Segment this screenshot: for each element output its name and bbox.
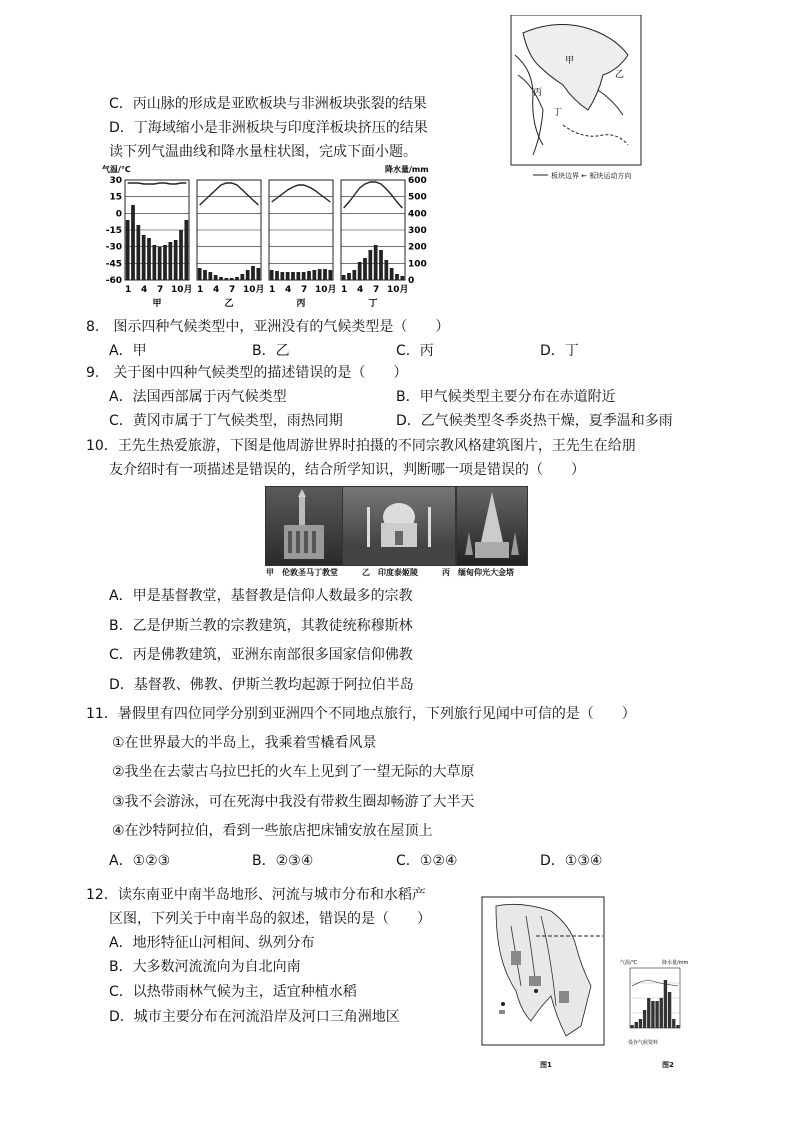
- rain-bar: [131, 205, 135, 280]
- map-legend: 板块边界 ← 板块运动方向: [551, 172, 632, 180]
- rain-bar: [174, 240, 178, 280]
- rain-bar: [198, 268, 202, 280]
- bangkok-chart-sub: 曼谷气候资料: [628, 1040, 659, 1046]
- rain-bar: [352, 270, 356, 280]
- q10-stem-1: 10．王先生热爱旅游，下图是他周游世界时拍摄的不同宗教风格建筑图片，王先生在给朋: [86, 438, 636, 454]
- right-tick: 100: [408, 259, 427, 270]
- left-tick: -15: [105, 226, 122, 236]
- q8-option-d[interactable]: D．丁: [540, 343, 579, 359]
- rain-bar: [163, 245, 167, 280]
- q12-stem-2: 区图，下列关于中南半岛的叙述，错误的是（ ）: [109, 911, 431, 927]
- right-tick: 600: [408, 176, 427, 186]
- bangkok-rain-bar: [635, 1022, 638, 1028]
- photo-shwedagon-pagoda: [456, 486, 528, 566]
- map-label-jia: 甲: [565, 56, 575, 66]
- bangkok-rain-bar: [672, 1019, 675, 1028]
- temp-curve: [200, 183, 259, 205]
- rain-bar: [318, 269, 322, 280]
- q10-stem-2: 友介绍时有一项描述是错误的，结合所学知识，判断哪一项是错误的（ ）: [109, 462, 585, 478]
- rain-bar: [184, 220, 188, 280]
- bangkok-rain-bar: [639, 1019, 642, 1028]
- map-label-yi: 乙: [615, 70, 625, 80]
- q11-item-3: ③我不会游泳，可在死海中我没有带救生圈却畅游了大半天: [112, 794, 475, 810]
- month-tick: 7: [373, 285, 380, 295]
- rain-bar: [251, 266, 255, 280]
- month-tick: 1: [125, 285, 132, 295]
- month-tick: 4: [141, 285, 148, 295]
- temp-curve: [128, 183, 187, 184]
- bangkok-rain-bar: [630, 1025, 633, 1028]
- rain-bar: [363, 258, 367, 280]
- rain-bar: [126, 220, 130, 280]
- rain-bar: [312, 270, 316, 280]
- q12-option-a[interactable]: A．地形特征山河相间、纵列分布: [109, 935, 315, 951]
- indochina-map: [481, 896, 605, 1046]
- q11-item-2: ②我坐在去蒙古乌拉巴托的火车上见到了一望无际的大草原: [112, 764, 475, 780]
- panel-name: 甲: [152, 299, 162, 309]
- month-tick: 4: [213, 285, 220, 295]
- climate-intro: 读下列气温曲线和降水量柱状图，完成下面小题。: [109, 144, 417, 160]
- left-tick: 15: [109, 192, 122, 203]
- rain-bar: [275, 271, 279, 280]
- rain-bar: [342, 275, 346, 280]
- left-tick: 30: [109, 176, 122, 186]
- right-tick: 500: [408, 192, 427, 203]
- rain-bar: [168, 242, 172, 280]
- panel-name: 乙: [224, 299, 234, 309]
- q10-option-d[interactable]: D．基督教、佛教、伊斯兰教均起源于阿拉伯半岛: [109, 677, 414, 693]
- bangkok-right-title: 降水量/mm: [662, 960, 689, 966]
- photo-taj-mahal: [342, 486, 456, 566]
- map-label-bing: 丙: [533, 88, 543, 98]
- bangkok-left-title: 气温/℃: [620, 960, 638, 966]
- rain-bar: [158, 247, 162, 280]
- rain-bar: [240, 274, 244, 280]
- rain-bar: [270, 270, 274, 280]
- bangkok-rain-bar: [668, 992, 671, 1028]
- chart-caption: 图2: [662, 1061, 674, 1069]
- month-tick: 4: [285, 285, 292, 295]
- rain-bar: [307, 271, 311, 280]
- bangkok-rain-bar: [643, 1010, 646, 1028]
- rain-bar: [147, 238, 151, 280]
- bangkok-rain-bar: [655, 1001, 658, 1028]
- left-tick: -60: [105, 276, 122, 286]
- rain-bar: [328, 270, 332, 280]
- rain-bar: [384, 260, 388, 280]
- q8-option-a[interactable]: A．甲: [109, 343, 147, 359]
- month-tick: 7: [301, 285, 308, 295]
- rain-bar: [358, 262, 362, 280]
- month-tick: 4: [357, 285, 364, 295]
- month-tick: 1: [269, 285, 276, 295]
- rain-bar: [219, 277, 223, 280]
- rain-bar: [286, 272, 290, 280]
- q10-option-b[interactable]: B．乙是伊斯兰教的宗教建筑，其教徒统称穆斯林: [109, 618, 413, 634]
- q8-option-b[interactable]: B．乙: [252, 343, 290, 359]
- climate-charts: [100, 162, 440, 312]
- bangkok-rain-bar: [664, 980, 667, 1028]
- panel-name: 丙: [296, 299, 306, 309]
- rain-bar: [224, 278, 228, 280]
- rain-bar: [142, 235, 146, 280]
- bangkok-climate-chart: [620, 958, 692, 1046]
- right-axis-title: 降水量/mm: [385, 165, 429, 174]
- right-tick: 400: [408, 209, 427, 220]
- option-c-top: C．丙山脉的形成是亚欧板块与非洲板块张裂的结果: [109, 96, 427, 112]
- q10-option-c[interactable]: C．丙是佛教建筑，亚洲东南部很多国家信仰佛教: [109, 647, 413, 663]
- map-caption: 图1: [540, 1061, 552, 1069]
- panel-name: 丁: [368, 299, 378, 309]
- q9-option-c[interactable]: C．黄冈市属于丁气候类型，雨热同期: [109, 413, 343, 429]
- rain-bar: [235, 277, 239, 280]
- right-tick: 0: [408, 276, 415, 286]
- bangkok-rain-bar: [647, 998, 650, 1028]
- temp-curve: [344, 182, 403, 208]
- rain-bar: [152, 245, 156, 280]
- month-tick: 10月: [387, 285, 409, 295]
- q11-option-c[interactable]: C．①②④: [396, 853, 458, 869]
- rain-bar: [379, 250, 383, 280]
- left-tick: 0: [115, 209, 122, 220]
- rain-bar: [179, 230, 183, 280]
- q11-option-d[interactable]: D．①③④: [540, 853, 603, 869]
- q11-option-a[interactable]: A．①②③: [109, 853, 171, 869]
- q12-option-b[interactable]: B．大多数河流流向为自北向南: [109, 959, 301, 975]
- rain-bar: [203, 270, 207, 280]
- rain-bar: [214, 275, 218, 280]
- right-tick: 300: [408, 226, 427, 236]
- q12-option-d[interactable]: D．城市主要分布在河流沿岸及河口三角洲地区: [109, 1009, 400, 1025]
- map-label-ding: 丁: [553, 108, 563, 118]
- q8-stem: 8. 图示四种气候类型中，亚洲没有的气候类型是（ ）: [86, 319, 450, 335]
- rain-bar: [136, 225, 140, 280]
- rain-bar: [296, 272, 300, 280]
- q11-stem: 11．暑假里有四位同学分别到亚洲四个不同地点旅行，下列旅行见闻中可信的是（ ）: [86, 706, 636, 722]
- q12-stem-1: 12．读东南亚中南半岛地形、河流与城市分布和水稻产: [86, 887, 426, 903]
- bangkok-rain-bar: [651, 1001, 654, 1028]
- rain-bar: [302, 272, 306, 280]
- rain-bar: [400, 276, 404, 280]
- left-axis-title: 气温/℃: [102, 165, 131, 174]
- rain-bar: [291, 272, 295, 280]
- rain-bar: [208, 272, 212, 280]
- photo-caption: 甲 伦敦圣马丁教堂 乙 印度泰姬陵 丙 缅甸仰光大金塔: [266, 568, 514, 577]
- photo-st-martin-church: [265, 486, 343, 566]
- q11-item-1: ①在世界最大的半岛上，我乘着雪橇看风景: [112, 735, 377, 751]
- rain-bar: [246, 270, 250, 280]
- rain-bar: [368, 250, 372, 280]
- month-tick: 1: [197, 285, 204, 295]
- q11-option-b[interactable]: B．②③④: [252, 853, 314, 869]
- rain-bar: [256, 268, 260, 280]
- bangkok-rain-bar: [660, 998, 663, 1028]
- rain-bar: [280, 272, 284, 280]
- rain-bar: [230, 278, 234, 280]
- rain-bar: [323, 269, 327, 280]
- q8-option-c[interactable]: C．丙: [396, 343, 434, 359]
- left-tick: -30: [105, 242, 122, 253]
- temp-curve: [272, 185, 331, 202]
- q12-option-c[interactable]: C．以热带雨林气候为主，适宜种植水稻: [109, 984, 357, 1000]
- left-tick: -45: [105, 259, 122, 270]
- option-d-top: D．丁海域缩小是非洲板块与印度洋板块挤压的结果: [109, 120, 428, 136]
- plate-map: [503, 15, 646, 181]
- month-tick: 7: [229, 285, 236, 295]
- q9-stem: 9. 关于图中四种气候类型的描述错误的是（ ）: [86, 365, 408, 381]
- q9-option-a[interactable]: A．法国西部属于丙气候类型: [109, 389, 287, 405]
- right-tick: 200: [408, 242, 427, 253]
- rain-bar: [395, 274, 399, 280]
- rain-bar: [390, 268, 394, 280]
- q9-option-b[interactable]: B．甲气候类型主要分布在赤道附近: [396, 389, 616, 405]
- month-tick: 10月: [315, 285, 337, 295]
- month-tick: 7: [157, 285, 164, 295]
- q11-item-4: ④在沙特阿拉伯，看到一些旅店把床铺安放在屋顶上: [112, 823, 433, 839]
- rain-bar: [374, 245, 378, 280]
- month-tick: 1: [341, 285, 348, 295]
- bangkok-rain-bar: [676, 1025, 679, 1028]
- month-tick: 10月: [243, 285, 265, 295]
- q9-option-d[interactable]: D．乙气候类型冬季炎热干燥，夏季温和多雨: [396, 413, 673, 429]
- q10-option-a[interactable]: A．甲是基督教堂，基督教是信仰人数最多的宗教: [109, 588, 413, 604]
- rain-bar: [347, 273, 351, 280]
- month-tick: 10月: [171, 285, 193, 295]
